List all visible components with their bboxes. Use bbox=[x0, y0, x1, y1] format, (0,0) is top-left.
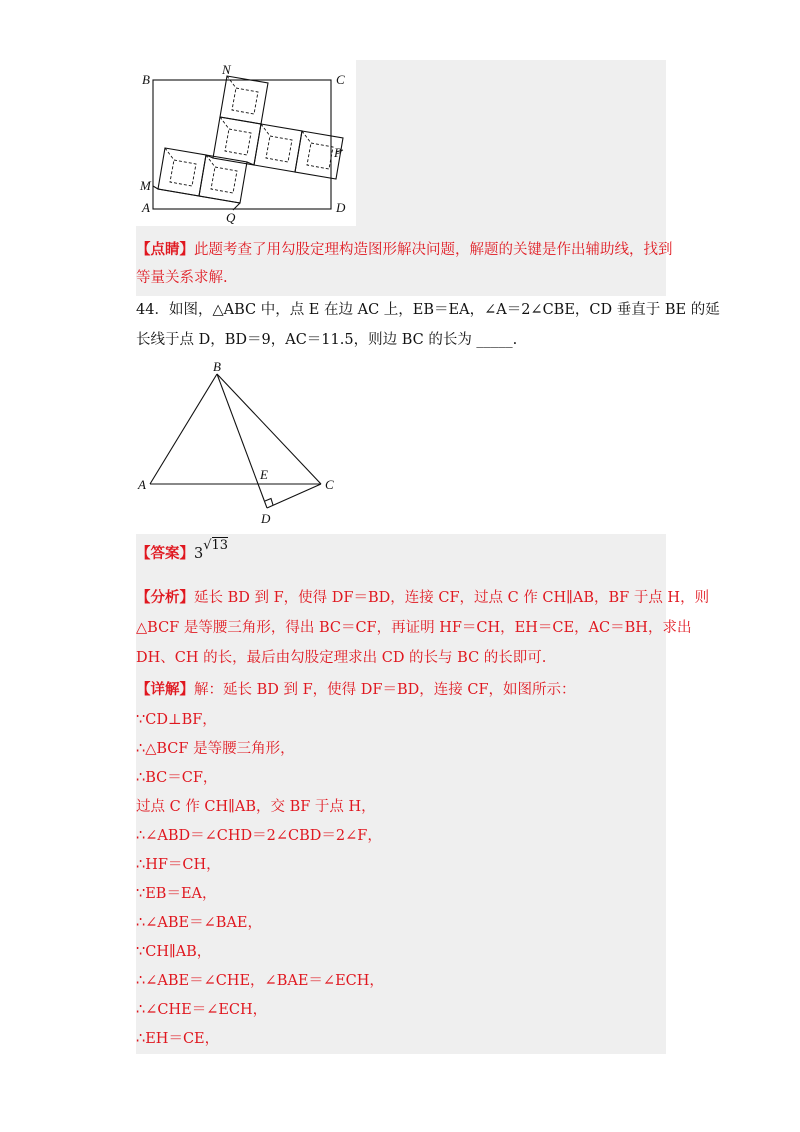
fig1-label-c: C bbox=[336, 72, 345, 87]
fig2-label-b: B bbox=[213, 359, 221, 374]
fig1-label-d: D bbox=[336, 200, 346, 215]
problem-line-2: 长线于点 D，BD＝9，AC＝11.5，则边 BC 的长为 _____. bbox=[136, 332, 518, 348]
answer-tag: 【答案】 bbox=[136, 545, 194, 562]
fig2-label-d: D bbox=[261, 511, 271, 526]
fig1-label-m: M bbox=[140, 178, 151, 193]
detail-step: ∵CD⊥BF， bbox=[136, 712, 217, 728]
detail-step: ∴△BCF 是等腰三角形， bbox=[136, 741, 295, 757]
answer-line bbox=[136, 538, 229, 565]
detail-step: ∴∠ABE＝∠BAE， bbox=[136, 915, 262, 931]
triangle-figure bbox=[136, 358, 346, 528]
analysis-line-1 bbox=[136, 588, 709, 608]
detail-step: ∴∠ABE＝∠CHE，∠BAE＝∠ECH， bbox=[136, 973, 384, 989]
dianjing-tag: 【点睛】 bbox=[136, 241, 194, 258]
detail-step: ∵EB＝EA， bbox=[136, 886, 217, 902]
answer-radicand: 13 bbox=[211, 538, 229, 553]
fig1-label-b: B bbox=[142, 72, 150, 87]
detail-step: 过点 C 作 CH∥AB，交 BF 于点 H， bbox=[136, 799, 376, 815]
square-figure-svg bbox=[136, 60, 356, 226]
sqrt-symbol: √ bbox=[203, 538, 212, 553]
detail-step: ∴∠CHE＝∠ECH， bbox=[136, 1002, 268, 1018]
detail-text-1: 解：延长 BD 到 F，使得 DF＝BD，连接 CF，如图所示： bbox=[194, 682, 576, 698]
fig2-label-a: A bbox=[138, 477, 146, 492]
detail-step: ∴HF＝CH， bbox=[136, 857, 221, 873]
answer-coefficient: 3 bbox=[194, 546, 204, 562]
analysis-tag: 【分析】 bbox=[136, 589, 194, 606]
fig1-label-p: P bbox=[334, 145, 342, 160]
detail-line-1 bbox=[136, 680, 576, 700]
analysis-line-3: DH、CH 的长，最后由勾股定理求出 CD 的长与 BC 的长即可. bbox=[136, 650, 547, 666]
triangle-figure-svg bbox=[136, 358, 346, 528]
detail-step: ∴BC＝CF， bbox=[136, 770, 218, 786]
fig1-label-q: Q bbox=[226, 210, 236, 225]
detail-tag: 【详解】 bbox=[136, 681, 194, 698]
dianjing-line-2: 等量关系求解. bbox=[136, 270, 228, 286]
detail-step: ∴EH＝CE， bbox=[136, 1031, 220, 1047]
detail-step: ∴∠ABD＝∠CHD＝2∠CBD＝2∠F， bbox=[136, 828, 382, 844]
dianjing-line-1 bbox=[136, 240, 673, 260]
fig2-label-c: C bbox=[325, 477, 334, 492]
fig1-label-a: A bbox=[142, 200, 150, 215]
detail-step: ∵CH∥AB， bbox=[136, 944, 212, 960]
fig1-label-n: N bbox=[222, 62, 231, 77]
analysis-line-2: △BCF 是等腰三角形，得出 BC＝CF，再证明 HF＝CH，EH＝CE，AC＝BH，求出 bbox=[136, 620, 692, 636]
problem-line-1: 44．如图，△ABC 中，点 E 在边 AC 上，EB＝EA，∠A＝2∠CBE，CD 垂直于 BE 的延 bbox=[136, 302, 720, 318]
fig2-label-e: E bbox=[260, 467, 268, 482]
analysis-text-1: 延长 BD 到 F，使得 DF＝BD，连接 CF，过点 C 作 CH∥AB，BF 于点 H，则 bbox=[194, 590, 710, 606]
dianjing-text-1: 此题考查了用勾股定理构造图形解决问题，解题的关键是作出辅助线，找到 bbox=[194, 242, 673, 258]
square-figure bbox=[136, 60, 356, 226]
